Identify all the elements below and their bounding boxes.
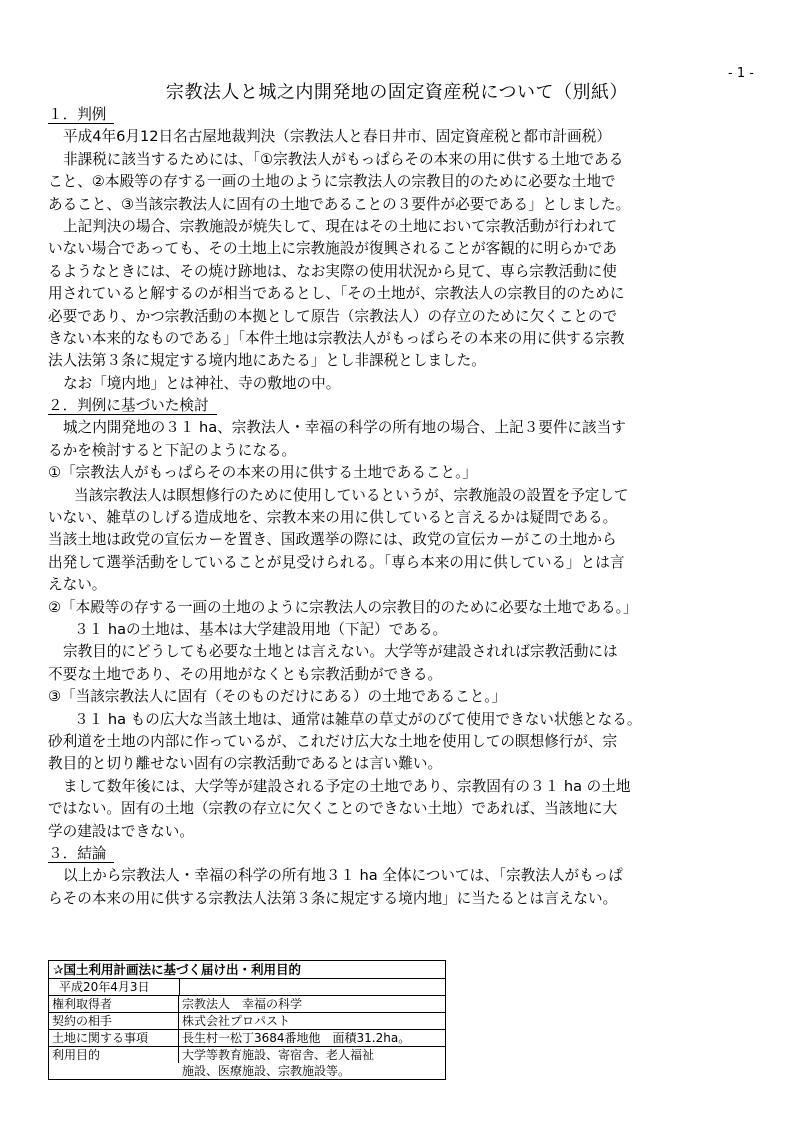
text-line <box>48 709 760 731</box>
line-text: らその本来の用に供する宗教法人法第３条に規定する境内地」に当たるとは言えない。 <box>48 889 618 907</box>
text-line <box>48 507 760 529</box>
line-text: ③「当該宗教法人に固有（そのものだけにある）の土地であること。」 <box>48 688 507 706</box>
text-line <box>48 171 760 193</box>
text-line <box>48 261 760 283</box>
line-text: まして数年後には、大学等が建設される予定の土地であり、宗教固有の３１ ha の土地 <box>63 777 631 795</box>
line-text: ではない。固有の土地（宗教の存立に欠くことのできない土地）であれば、当該地に大 <box>48 800 618 818</box>
text-line <box>48 485 760 507</box>
table-date-row <box>49 979 445 996</box>
line-text: ３１ haの土地は、基本は大学建設用地（下記）である。 <box>74 620 448 638</box>
line-text: １．判例 <box>48 106 114 124</box>
line-text: 非課税に該当するためには、「①宗教法人がもっぱらその本来の用に供する土地である <box>63 150 624 168</box>
text-line <box>48 529 760 551</box>
text-line <box>48 328 760 350</box>
notification-date: 平成20年4月3日 <box>59 979 180 995</box>
section-heading <box>48 104 760 126</box>
page-number: - 1 - <box>728 66 754 81</box>
text-line <box>48 821 760 843</box>
text-line <box>48 753 760 775</box>
line-text: あること、③当該宗教法人に固有の土地であることの３要件が必要である」としました。 <box>48 195 631 213</box>
line-text: なお「境内地」とは神社、寺の敷地の中。 <box>63 374 341 392</box>
section-heading <box>48 395 760 417</box>
line-text: 宗教目的にどうしても必要な土地とは言えない。大学等が建設されれば宗教活動には <box>63 643 618 661</box>
line-text: 城之内開発地の３１ ha、宗教法人・幸福の科学の所有地の場合、上記３要件に該当す <box>63 419 626 437</box>
body-text <box>48 104 760 910</box>
line-text: 不要な土地であり、その用地がなくとも宗教活動ができる。 <box>48 665 443 683</box>
line-text: きない本来的なものである」「本件土地は宗教法人がもっぱらその本来の用に供する宗教 <box>48 329 625 347</box>
table-title: ✰国土利用計画法に基づく届け出・利用目的 <box>49 961 445 979</box>
text-line <box>48 238 760 260</box>
table-row <box>49 1030 445 1047</box>
line-text: ２．判例に基づいた検討 <box>48 397 217 415</box>
line-text: 法人法第３条に規定する境内地にあたる」とし非課税としました。 <box>48 352 486 370</box>
line-text: いない場合であっても、その土地上に宗教施設が復興されることが客観的に明らかであ <box>48 240 618 258</box>
line-text: 平成4年6月12日名古屋地裁判決（宗教法人と春日井市、固定資産税と都市計画税） <box>63 128 611 146</box>
section-heading <box>48 843 760 865</box>
text-line <box>48 731 760 753</box>
line-text: ②「本殿等の存する一画の土地のように宗教法人の宗教目的のために必要な土地である。」 <box>48 598 638 616</box>
line-text: 当該土地は政党の宣伝カーを置き、国政選挙の際には、政党の宣伝カーがこの土地から <box>48 531 617 549</box>
line-text: 学の建設はできない。 <box>48 822 194 840</box>
text-line <box>48 776 760 798</box>
land-use-notification-table <box>48 960 446 1080</box>
line-text: ①「宗教法人がもっぱらその本来の用に供する土地であること。」 <box>48 464 478 482</box>
table-row <box>49 1047 445 1079</box>
text-line <box>48 619 760 641</box>
text-line <box>48 440 760 462</box>
text-line <box>48 664 760 686</box>
row-label: 利用目的 <box>49 1047 179 1063</box>
row-label: 契約の相手 <box>49 1013 179 1029</box>
text-line <box>48 865 760 887</box>
line-text: るかを検討すると下記のようになる。 <box>48 441 297 459</box>
line-text: ３．結論 <box>48 845 114 863</box>
row-value <box>179 1047 445 1079</box>
line-text: 上記判決の場合、宗教施設が焼失して、現在はその土地において宗教活動が行われて <box>63 217 618 235</box>
line-text: 用されていると解するのが相当であるとし、「その土地が、宗教法人の宗教目的のために <box>48 285 625 303</box>
table-row <box>49 996 445 1013</box>
row-label: 権利取得者 <box>49 996 179 1012</box>
line-text: 当該宗教法人は瞑想修行のために使用しているというが、宗教施設の設置を予定して <box>74 486 629 504</box>
line-text: えない。 <box>48 576 107 594</box>
line-text: いない、雑草のしげる造成地を、宗教本来の用に供していると言えるかは疑問である。 <box>48 509 618 527</box>
line-text: 以上から宗教法人・幸福の科学の所有地３１ ha 全体については、「宗教法人がもっぱ <box>63 867 623 885</box>
text-line <box>48 552 760 574</box>
text-line <box>48 373 760 395</box>
document-title: 宗教法人と城之内開発地の固定資産税について（別紙） <box>165 82 629 103</box>
line-text: 必要であり、かつ宗教活動の本拠として原告（宗教法人）の存立のために欠くことので <box>48 307 618 325</box>
row-value-line: 大学等教育施設、寄宿舎、老人福祉 <box>182 1048 375 1062</box>
row-value-line: 施設、医療施設、宗教施設等。 <box>182 1064 351 1078</box>
text-line <box>48 283 760 305</box>
text-line <box>48 149 760 171</box>
line-text: 出発して選挙活動をしていることが見受けられる。「専ら本来の用に供している」とは言 <box>48 553 625 571</box>
line-text: 教目的と切り離せない固有の宗教活動であるとは言い難い。 <box>48 755 443 773</box>
text-line <box>48 574 760 596</box>
text-line <box>48 798 760 820</box>
line-text: 砂利道を土地の内部に作っているが、これだけ広大な土地を使用しての瞑想修行が、宗 <box>48 732 618 750</box>
row-value: 宗教法人 幸福の科学 <box>182 997 303 1011</box>
line-text: るようなときには、その焼け跡地は、なお実際の使用状況から見て、専ら宗教活動に使 <box>48 262 617 280</box>
text-line <box>48 888 760 910</box>
text-line <box>48 350 760 372</box>
row-value: 長生村一松丁3684番地他 面積31.2ha。 <box>182 1031 411 1045</box>
text-line <box>48 641 760 663</box>
line-text: こと、②本殿等の存する一画の土地のように宗教法人の宗教目的のために必要な土地で <box>48 173 616 191</box>
row-value: 株式会社プロパスト <box>182 1014 291 1028</box>
text-line <box>48 417 760 439</box>
row-label: 土地に関する事項 <box>49 1030 179 1046</box>
line-text: ３１ ha もの広大な当該土地は、通常は雑草の草丈がのびて使用できない状態となる。 <box>74 710 642 728</box>
text-line <box>48 194 760 216</box>
text-line <box>48 597 760 619</box>
text-line <box>48 686 760 708</box>
text-line <box>48 306 760 328</box>
text-line <box>48 126 760 148</box>
table-row <box>49 1013 445 1030</box>
text-line <box>48 462 760 484</box>
text-line <box>48 216 760 238</box>
